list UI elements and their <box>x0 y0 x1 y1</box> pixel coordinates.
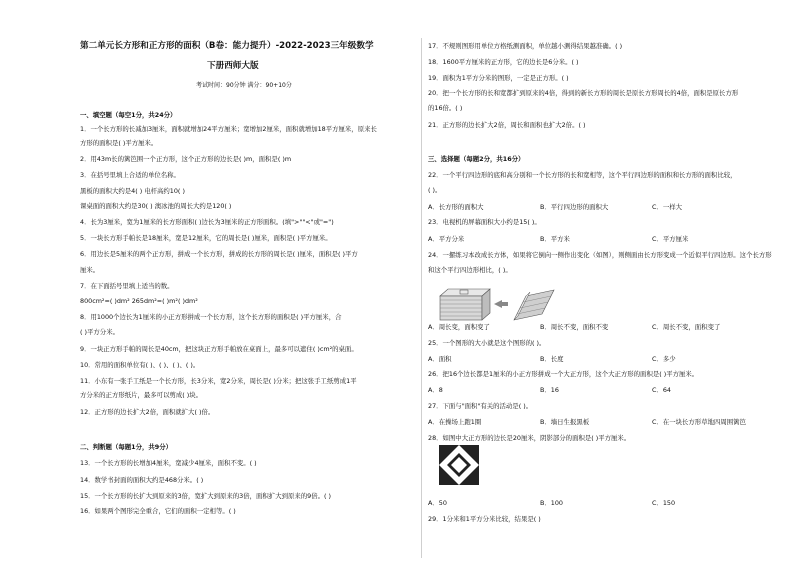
option-c: C．64 <box>652 386 671 394</box>
question-line: 的16倍。( ) <box>428 104 463 112</box>
option-b: B．16 <box>540 386 559 394</box>
column-divider <box>421 38 422 558</box>
question-line: 方形的面积是( )平方厘米。 <box>80 139 158 147</box>
option-a: A．8 <box>428 386 443 394</box>
question-line: 23．电视机的屏幕面积大小约是15( )。 <box>428 218 541 226</box>
question-line: 13．一个长方形的长增加4厘米，宽减少4厘米，面积不变。( ) <box>80 459 257 467</box>
question-line: 17．不规则图形用单位方格纸测面积，单位越小测得结果越准确。( ) <box>428 42 623 50</box>
question-line: 5．一块长方形手帕长是18厘米，宽是12厘米，它的周长是( )厘米，面积是( )平方厘米。 <box>80 234 332 242</box>
question-line: 和这个平行四边形相比，( )。 <box>428 266 512 274</box>
question-line: 19．面积为1平方分米的图形，一定是正方形。( ) <box>428 74 569 82</box>
question-line: 16．如果两个图形完全重合，它们的面积一定相等。( ) <box>80 507 236 515</box>
question-line: 黑板的面积大约是4( ) 电杆高约10( ) <box>80 187 185 195</box>
question-line: 20．把一个长方形的长和宽都扩到原来的4倍，得到的新长方形的周长是原长方形周长的4倍，面积是原长方形 <box>428 89 739 97</box>
option-a: A．在操场上跑1圈 <box>428 418 482 426</box>
question-line: 4．长为3厘米，宽为1厘米的长方形面积( )边长为3厘米的正方形面积。(填">""<"或"=") <box>80 218 334 226</box>
notebook-stack-figure <box>438 286 556 322</box>
option-a: A．长方形的面积大 <box>428 203 484 211</box>
question-line: 18．1600平方厘米的正方形，它的边长是6分米。( ) <box>428 58 579 66</box>
question-line: 24．一摞练习本改成长方体，如果将它倒向一侧作出变化（如图），则侧面由长方形变成一个近似平行四边形。这个长方形 <box>428 251 772 259</box>
question-line: 8．用1000个边长为1厘米的小正方形拼成一个长方形，这个长方形的面积是( )平方厘米，合 <box>80 313 342 321</box>
option-c: C．多少 <box>652 355 676 363</box>
option-c: C．一样大 <box>652 203 683 211</box>
option-a: A．平方分米 <box>428 235 465 243</box>
section-heading-fill-in: 一、填空题（每空1分，共24分） <box>80 111 177 119</box>
question-line: 6．用边长是5厘米的两个正方形，拼成一个长方形，拼成的长方形的周长是( )厘米，面积是( )平方 <box>80 250 358 258</box>
question-line: 方分米的正方形纸片，最多可以剪成( )块。 <box>80 391 203 399</box>
square-shading-figure <box>438 444 480 486</box>
question-line: 10．常用的面积单位有( )、( )、( )、( )。 <box>80 361 200 369</box>
question-line: 9．一块正方形手帕的周长是40cm，把这块正方形手帕放在桌面上，最多可以遮住( )cm²的桌面。 <box>80 345 358 353</box>
question-line: 7．在下面括号里填上适当的数。 <box>80 282 174 290</box>
section-heading-choice: 三、选择题（每题2分，共16分） <box>428 155 525 163</box>
question-line: 14．数学书封面的面积大约是468分米。( ) <box>80 476 204 484</box>
question-line: 29．1分米和1平方分米比较，结果是( ) <box>428 515 541 523</box>
option-b: B．100 <box>540 499 563 507</box>
question-line: 21．正方形的边长扩大2倍，周长和面积也扩大2倍。( ) <box>428 121 586 129</box>
question-line: 12．正方形的边长扩大2倍，面积就扩大( )倍。 <box>80 408 215 416</box>
page-title-line1: 第二单元长方形和正方形的面积（B卷：能力提升）-2022-2023三年级数学 <box>80 41 374 51</box>
page-title-line2: 下册西师大版 <box>207 61 259 71</box>
exam-info: 考试时间：90分钟 满分：90+10分 <box>196 82 292 89</box>
option-a: A．周长变，面积变了 <box>428 323 490 331</box>
section-heading-judge: 二、判断题（每题1分，共9分） <box>80 443 172 451</box>
question-line: ( )平方分米。 <box>80 328 119 336</box>
question-line: ( )。 <box>428 186 442 194</box>
question-line: 800cm²=( )dm² 265dm²=( )m²( )dm² <box>80 297 198 305</box>
question-line: 1．一个长方形的长减加3厘米，面积就增加24平方厘米；宽增加2厘米，面积就增加18平方厘米，原来长 <box>80 125 377 133</box>
question-line: 28．如图中大正方形的边长是20厘米，阴影部分的面积是( )平方厘米。 <box>428 434 631 442</box>
option-c: C．平方厘米 <box>652 235 689 243</box>
question-line: 26．把16个边长都是1厘米的小正方形拼成一个大正方形，这个大正方形的面积是( )平方厘米。 <box>428 370 699 378</box>
option-c: C．150 <box>652 499 676 507</box>
option-b: B．周长不变，面积不变 <box>540 323 609 331</box>
question-line: 22．一个平行四边形的底和高分别和一个长方形的长和宽相等，这个平行四边形的面积和长方形的面积比较， <box>428 171 737 179</box>
question-line: 11．小东有一张手工纸是一个长方形，长3分米，宽2分米，周长是( )分米；把这张手工纸剪成1平 <box>80 377 357 385</box>
question-line: 厘米。 <box>80 266 100 274</box>
question-line: 27．下面与"面积"有关的活动是( )。 <box>428 402 533 410</box>
question-line: 课桌面的面积大约是30( ) 澳冰池的周长大约是120( ) <box>80 202 232 210</box>
option-b: B．平方米 <box>540 235 570 243</box>
option-c: C．在一块长方形草地四周围篱笆 <box>652 418 746 426</box>
question-line: 3．在括号里填上合适的单位名称。 <box>80 171 180 179</box>
option-a: A．面积 <box>428 355 452 363</box>
question-line: 2．用43m长的篱笆围一个正方形，这个正方形的边长是( )m，面积是( )m <box>80 155 292 163</box>
option-a: A．50 <box>428 499 447 507</box>
arrow-icon <box>494 300 508 308</box>
option-c: C．周长不变，面积变了 <box>652 323 721 331</box>
question-line: 25．一个图形的大小就是这个图形的( )。 <box>428 339 546 347</box>
question-line: 15．一个长方形的长扩大到原来的3倍，宽扩大到原来的3倍，面积扩大到原来的9倍。( ) <box>80 492 332 500</box>
option-b: B．平行四边形的面积大 <box>540 203 609 211</box>
option-b: B．墙日生报黑板 <box>540 418 590 426</box>
option-b: B．长度 <box>540 355 564 363</box>
